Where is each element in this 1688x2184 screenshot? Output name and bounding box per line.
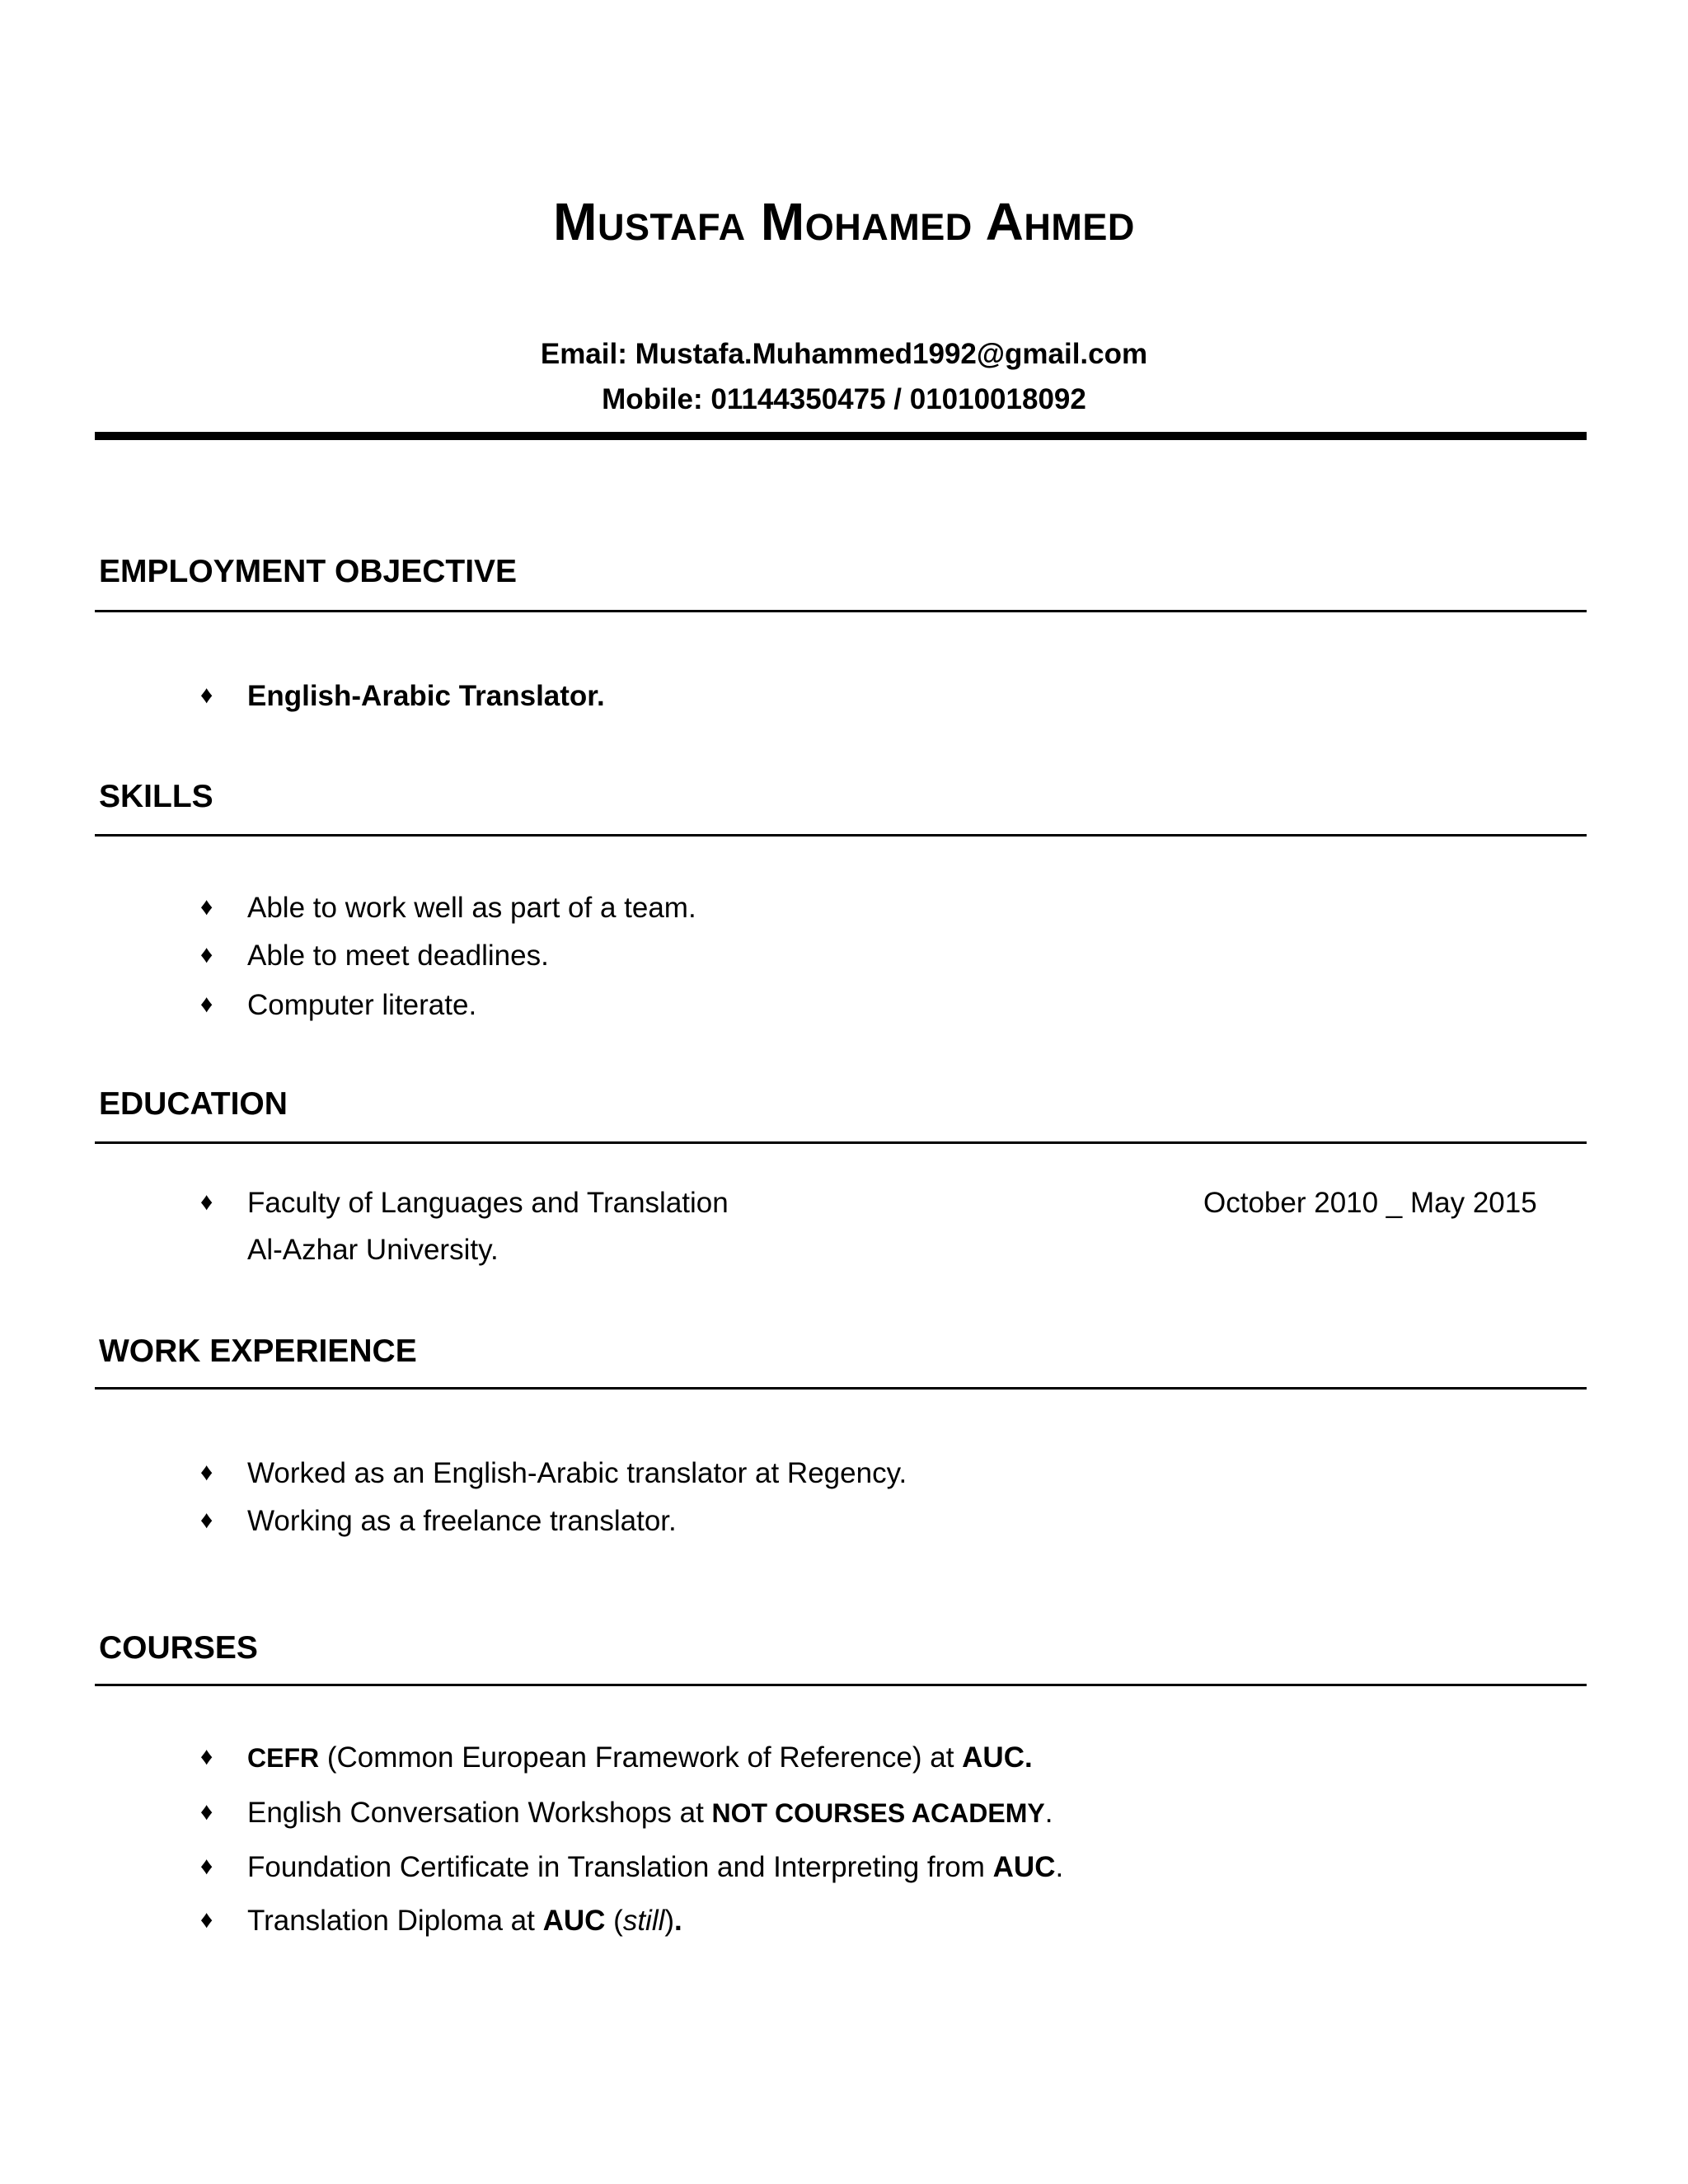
section-title-objective: EMPLOYMENT OBJECTIVE bbox=[99, 554, 518, 589]
course-provider: AUC bbox=[542, 1905, 606, 1937]
section-title-courses: COURSES bbox=[99, 1630, 258, 1666]
section-divider-work bbox=[95, 1387, 1587, 1390]
diamond-bullet-icon: ♦ bbox=[200, 991, 213, 1018]
course-text bbox=[247, 1905, 682, 1938]
course-paren-close: ) bbox=[664, 1905, 675, 1937]
contact-email: Email: Mustafa.Muhammed1992@gmail.com bbox=[540, 338, 1148, 370]
section-divider-objective bbox=[95, 610, 1587, 612]
course-provider: NOT COURSES ACADEMY bbox=[711, 1798, 1045, 1828]
course-description: (Common European Framework of Reference) at bbox=[319, 1741, 963, 1774]
work-text: Working as a freelance translator. bbox=[247, 1505, 677, 1537]
skill-text: Able to work well as part of a team. bbox=[247, 892, 696, 924]
course-name: Foundation Certificate in Translation and Interpreting from bbox=[247, 1851, 993, 1883]
diamond-bullet-icon: ♦ bbox=[200, 1188, 213, 1216]
section-title-skills: SKILLS bbox=[99, 779, 213, 814]
skill-text: Computer literate. bbox=[247, 989, 477, 1021]
course-text bbox=[247, 1741, 1033, 1774]
header-divider bbox=[95, 432, 1587, 440]
education-dates: October 2010 _ May 2015 bbox=[1203, 1187, 1537, 1219]
course-name: CEFR bbox=[247, 1743, 320, 1773]
course-paren-open: ( bbox=[605, 1905, 623, 1937]
candidate-name: Mustafa Mohamed Ahmed bbox=[553, 192, 1135, 251]
section-divider-skills bbox=[95, 834, 1587, 837]
section-title-work: WORK EXPERIENCE bbox=[99, 1333, 417, 1369]
contact-mobile: Mobile: 01144350475 / 01010018092 bbox=[602, 383, 1086, 415]
section-divider-courses bbox=[95, 1684, 1587, 1686]
education-institution-university: Al-Azhar University. bbox=[247, 1234, 499, 1266]
course-name: English Conversation Workshops at bbox=[247, 1797, 712, 1829]
section-title-education: EDUCATION bbox=[99, 1086, 288, 1122]
work-text: Worked as an English-Arabic translator at Regency. bbox=[247, 1457, 907, 1489]
diamond-bullet-icon: ♦ bbox=[200, 893, 213, 921]
skill-text: Able to meet deadlines. bbox=[247, 940, 549, 972]
diamond-bullet-icon: ♦ bbox=[200, 1906, 213, 1933]
diamond-bullet-icon: ♦ bbox=[200, 1459, 213, 1486]
course-name: Translation Diploma at bbox=[247, 1905, 543, 1937]
diamond-bullet-icon: ♦ bbox=[200, 1798, 213, 1825]
objective-text: English-Arabic Translator. bbox=[247, 680, 605, 712]
course-status: still bbox=[622, 1905, 665, 1937]
course-text bbox=[247, 1797, 1053, 1830]
course-provider: AUC. bbox=[962, 1741, 1033, 1774]
diamond-bullet-icon: ♦ bbox=[200, 1853, 213, 1880]
section-divider-education bbox=[95, 1141, 1587, 1144]
education-institution-faculty: Faculty of Languages and Translation bbox=[247, 1187, 729, 1219]
diamond-bullet-icon: ♦ bbox=[200, 1743, 213, 1770]
diamond-bullet-icon: ♦ bbox=[200, 1507, 213, 1534]
diamond-bullet-icon: ♦ bbox=[200, 682, 213, 709]
diamond-bullet-icon: ♦ bbox=[200, 941, 213, 968]
course-punctuation: . bbox=[1055, 1851, 1064, 1883]
course-punctuation: . bbox=[674, 1905, 682, 1937]
course-text bbox=[247, 1851, 1063, 1884]
course-punctuation: . bbox=[1044, 1797, 1053, 1829]
course-provider: AUC bbox=[992, 1851, 1056, 1883]
